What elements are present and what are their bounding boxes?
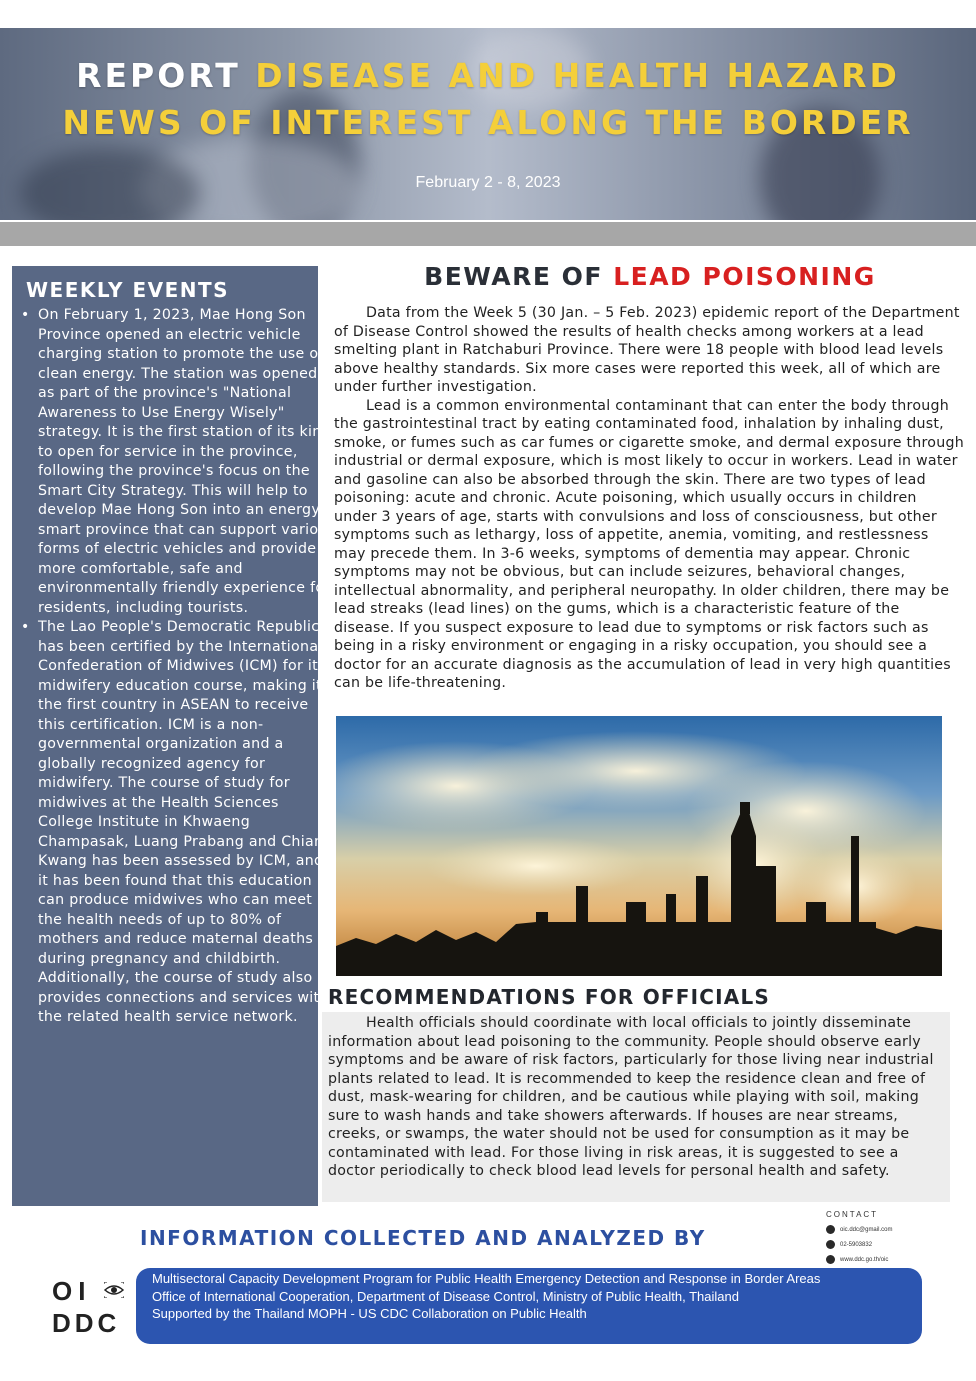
article-title (332, 262, 968, 291)
report-date: February 2 - 8, 2023 (415, 174, 561, 191)
contact-phone-row[interactable] (826, 1237, 966, 1252)
weekly-events-heading: WEEKLY EVENTS (26, 278, 230, 302)
recommendations-text: Health officials should coordinate with local officials to jointly disseminate information about lead poisoning to the community. People should observe early symptoms and be aware of risk factors, particularly for those living near industrial plants related to lead. It is recommended to keep the residence clean and free of dust, mask-wearing for children, and be cautious while playing with soil, making sure to wash hands and take showers afterwards. If houses are near streams, creeks, or swamps, the water should not be used for consumption as it may be contaminated with lead. For those living in risk areas, it is suggested to see a doctor periodically to check blood lead levels for personal health and safety. (328, 1015, 934, 1179)
email-icon (826, 1225, 835, 1234)
globe-icon (826, 1255, 835, 1264)
program-line: Multisectoral Capacity Development Program for Public Health Emergency Detection and Response in Border Areas (152, 1271, 821, 1286)
support-line: Supported by the Thailand MOPH - US CDC Collaboration on Public Health (152, 1306, 587, 1321)
recommendations-heading: RECOMMENDATIONS FOR OFFICIALS (328, 985, 771, 1009)
report-title-line2: NEWS OF INTEREST ALONG THE BORDER (62, 103, 914, 142)
report-title-line1: DISEASE AND HEALTH HAZARD (255, 56, 900, 95)
recommendations-box (322, 1012, 950, 1202)
weekly-events-list (18, 306, 336, 1028)
article-paragraph: Lead is a common environmental contaminant that can enter the body through the gastrointestinal tract by eating contaminated food, inhalation by inhaling dust, smoke, or fumes such as car fumes or cigarette smoke, and dermal exposure through industrial or dermal exposure, which is most likely to occur in workers. Lead in water and gasoline can also be absorbed through the skin. There are two types of lead poisoning: acute and chronic. Acute poisoning, which usually occurs in children under 3 years of age, starts with convulsions and loss of consciousness, but other symptoms such as lethargy, loss of appetite, anemia, vomiting, and restlessness may precede them. In 3-6 weeks, symptoms of dementia may appear. Chronic symptoms may not be obvious, but can include seizures, behavioral changes, intellectual abnormality, and peripheral neuropathy. In older children, there may be lead streaks (lead lines) on the gums, which is a characteristic feature of the disease. If you suspect exposure to lead due to symptoms or risk factors such as being in a risky environment or engaging in a risky occupation, you should see a doctor for an accurate diagnosis as the accumulation of lead in very high quantities can be life-threatening. (334, 397, 964, 691)
report-title-prefix: REPORT (76, 56, 241, 95)
program-info-box (136, 1268, 922, 1344)
article-body (334, 304, 964, 693)
logo-ddc: DDC (52, 1308, 121, 1338)
contact-email-row[interactable] (826, 1222, 966, 1237)
factory-silhouette (336, 716, 942, 976)
report-title (0, 52, 976, 146)
office-line: Office of International Cooperation, Department of Disease Control, Ministry of Public Health, Thailand (152, 1288, 739, 1304)
contact-email[interactable]: oic.ddc@gmail.com (840, 1226, 893, 1233)
weekly-events-panel (12, 266, 336, 1206)
contact-phone[interactable]: 02-5903832 (840, 1241, 873, 1248)
contact-web-row[interactable] (826, 1252, 966, 1267)
logo-oi: OI (52, 1276, 92, 1306)
article-title-highlight: LEAD POISONING (613, 262, 876, 291)
contact-block (826, 1210, 966, 1267)
phone-icon (826, 1240, 835, 1249)
weekly-event-item: • The Lao People's Democratic Republic has been certified by the International Confederation of Midwives (ICM) for its midwifery education course, making it the first country in ASEAN to receive this certification. ICM is a non-governmental organization and a globally recognized agency for midwifery. The course of study for midwives at the Health Sciences College Institute in Khwaeng Champasak, Luang Prabang and Chiang Kwang has been assessed by ICM, and it has been found that this education can produce midwives who can meet the health needs of up to 80% of mothers and reduce maternal deaths during pregnancy and childbirth. Additionally, the course of study also provides connections and services with the related health service network. (38, 618, 336, 1028)
oic-ddc-logo (48, 1276, 128, 1340)
contact-label: CONTACT (826, 1210, 879, 1219)
footer-heading: INFORMATION COLLECTED AND ANALYZED BY (140, 1226, 706, 1250)
header-banner (0, 28, 976, 220)
header-divider (0, 222, 976, 246)
factory-smoke-photo (336, 716, 942, 976)
article-title-prefix: BEWARE OF (424, 262, 603, 291)
contact-web[interactable]: www.ddc.go.th/oic (840, 1256, 889, 1263)
eye-icon (104, 1282, 124, 1298)
weekly-event-item: • On February 1, 2023, Mae Hong Son Province opened an electric vehicle charging station to promote the use of clean energy. The station was opened as part of the province's "National Awareness to Use Energy Wisely" strategy. It is the first station of its kind to open for service in the province, following the province's focus on the Smart City Strategy. This will help to develop Mae Hong Son into an energy-smart province that can support various forms of electric vehicles and provide a more comfortable, safe and environmentally friendly experience for residents, including tourists. (38, 306, 336, 618)
article-paragraph: Data from the Week 5 (30 Jan. – 5 Feb. 2023) epidemic report of the Department of Disease Control showed the results of health checks among workers at a lead smelting plant in Ratchaburi Province. There were 18 people with blood lead levels above healthy standards. Six more cases were reported this week, all of which are under further investigation. (334, 305, 960, 395)
